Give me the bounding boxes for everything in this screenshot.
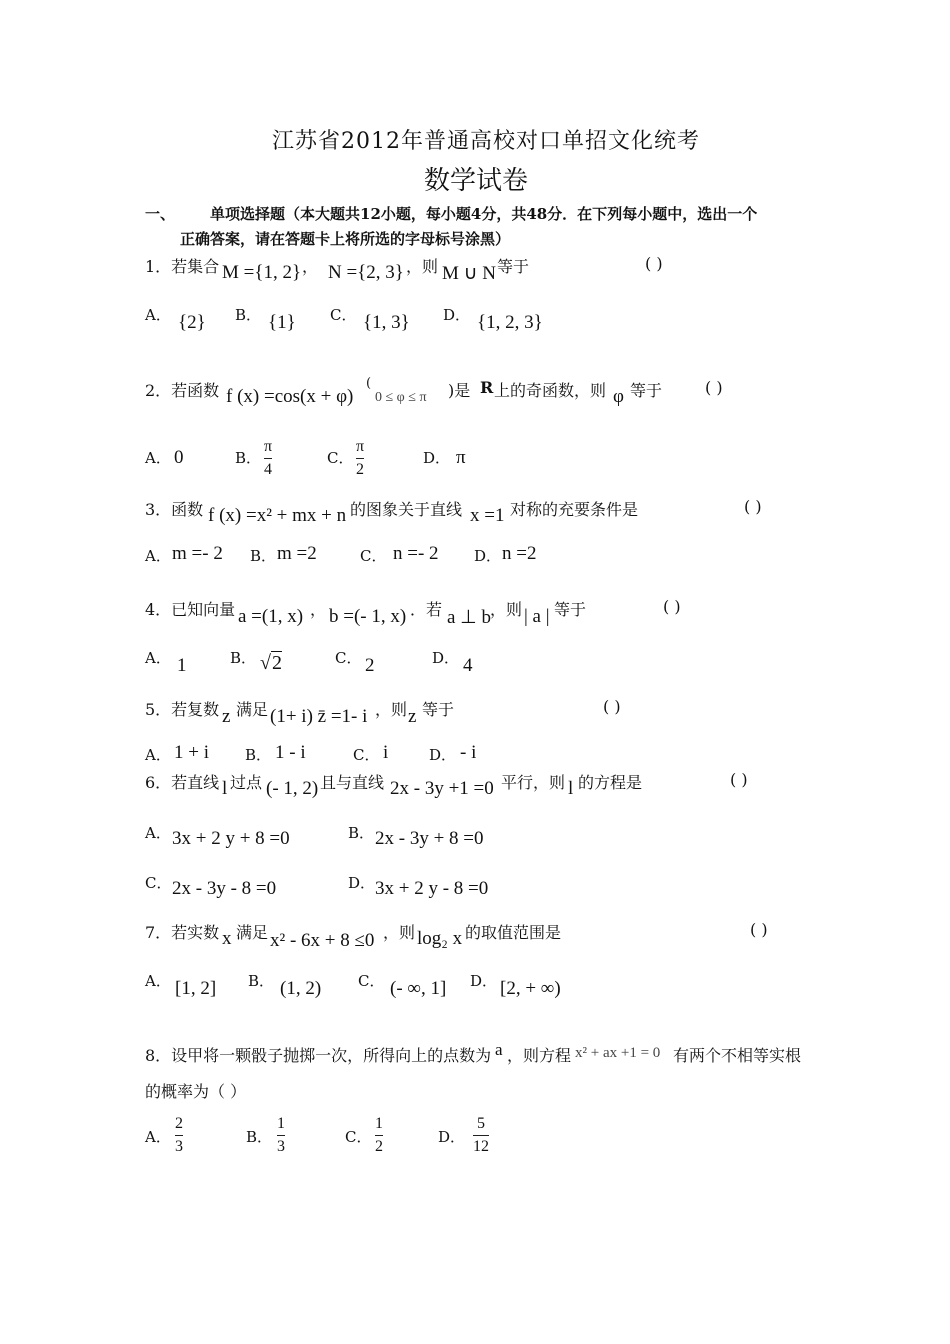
- option-label: B．: [235, 449, 262, 467]
- q3-text: 的图象关于直线: [350, 500, 463, 519]
- fraction-bar: [473, 1135, 489, 1136]
- q4-text: 4．已知向量: [145, 600, 236, 619]
- q3-text: 对称的充要条件是: [510, 500, 639, 519]
- q1-math: M ={1, 2}: [222, 262, 302, 283]
- option-value: (- ∞, 1]: [390, 978, 447, 999]
- q3-answer-paren: ( ): [744, 497, 762, 516]
- option-fraction: [473, 1115, 489, 1156]
- option-value: n =2: [502, 543, 537, 564]
- option-label: C．: [335, 649, 362, 667]
- option-value: 1 - i: [275, 742, 306, 763]
- q7-text: 7．若实数: [145, 923, 220, 942]
- q1-math: N ={2, 3}: [328, 262, 404, 283]
- q2-math: φ: [613, 386, 624, 407]
- option-value: m =2: [277, 543, 317, 564]
- q8-text: 有两个不相等实根: [673, 1046, 802, 1065]
- option-value: 2x - 3y + 8 =0: [375, 828, 484, 849]
- sqrt-symbol: √2: [260, 652, 282, 674]
- fraction-numerator: 5: [477, 1115, 485, 1132]
- option-label: B．: [230, 649, 257, 667]
- q2-text-bold: R: [480, 378, 494, 397]
- option-value: [1, 2]: [175, 978, 217, 999]
- option-label: D．: [423, 449, 451, 467]
- q5-math: z: [222, 706, 231, 727]
- option-label: A．: [145, 824, 171, 842]
- exam-subtitle: 数学试卷: [424, 166, 529, 196]
- option-label: A．: [145, 1128, 171, 1146]
- option-label: C．: [358, 972, 385, 990]
- option-label: B．: [246, 1128, 273, 1146]
- fraction-bar: [356, 458, 364, 459]
- option-label: B．: [248, 972, 275, 990]
- option-label: D．: [429, 746, 457, 764]
- option-value: 3x + 2 y + 8 =0: [172, 828, 290, 849]
- q6-math: l: [568, 778, 574, 799]
- section-number: 一、: [145, 205, 176, 223]
- q1-text: 1．若集合: [145, 257, 220, 276]
- section-heading-line1: 单项选择题（本大题共12小题，每小题4分，共48分．在下列每小题中，选出一个: [210, 205, 758, 223]
- q5-text: 等于: [422, 700, 455, 719]
- fraction-bar: [375, 1135, 383, 1136]
- q8-text: ，则方程: [507, 1046, 572, 1065]
- q4-text: 等于: [554, 600, 587, 619]
- option-label: C．: [327, 449, 354, 467]
- option-label: D．: [443, 306, 471, 324]
- option-label: A．: [145, 449, 171, 467]
- q7-answer-paren: ( ): [750, 920, 768, 939]
- q1-text: ，: [302, 257, 319, 276]
- q6-text: 且与直线: [320, 773, 385, 792]
- q8-math: a: [495, 1040, 503, 1059]
- option-value: {1, 2, 3}: [477, 312, 543, 333]
- option-label: B．: [245, 746, 272, 764]
- option-label: A．: [145, 547, 171, 565]
- option-label: C．: [145, 874, 172, 892]
- option-value: {1}: [268, 312, 296, 333]
- option-label: B．: [250, 547, 277, 565]
- fraction-numerator: 2: [175, 1115, 183, 1132]
- q2-math-small: 0 ≤ φ ≤ π: [375, 390, 427, 405]
- q4-text: ，则: [490, 600, 523, 619]
- section-heading-line2: 正确答案，请在答题卡上将所选的字母标号涂黑）: [180, 230, 511, 248]
- q4-math: a =(1, x): [238, 606, 304, 627]
- q6-math: l: [222, 778, 228, 799]
- sqrt-radicand: 2: [271, 652, 282, 674]
- fraction-numerator: π: [356, 438, 365, 455]
- q6-text: 的方程是: [578, 773, 643, 792]
- option-value: [2, + ∞): [500, 978, 561, 999]
- fraction-denominator: 2: [375, 1138, 383, 1155]
- q2-math: f (x) =cos(x + φ): [226, 386, 354, 407]
- option-fraction: [175, 1115, 183, 1156]
- q3-math: x =1: [470, 505, 505, 526]
- option-label: A．: [145, 972, 171, 990]
- option-label: C．: [353, 746, 380, 764]
- q6-math: 2x - 3y +1 =0: [390, 778, 494, 799]
- q7-text: ，则: [383, 923, 416, 942]
- option-label: A．: [145, 746, 171, 764]
- q2-text: 2．若函数: [145, 381, 220, 400]
- option-value: n =- 2: [393, 543, 439, 564]
- exam-title: 江苏省2012年普通高校对口单招文化统考: [272, 129, 700, 154]
- option-value: 3x + 2 y - 8 =0: [375, 878, 489, 899]
- q4-text: ，: [310, 600, 327, 619]
- option-value: 0: [174, 447, 184, 468]
- q8-math: x² + ax +1 = 0: [575, 1045, 661, 1061]
- option-label: D．: [438, 1128, 466, 1146]
- option-label: A．: [145, 649, 171, 667]
- option-value: 4: [463, 655, 473, 676]
- q5-math: z: [408, 706, 417, 727]
- q5-answer-paren: ( ): [603, 697, 621, 716]
- q1-text: 等于: [497, 257, 530, 276]
- q5-text: 满足: [236, 700, 269, 719]
- option-label: B．: [235, 306, 262, 324]
- option-value: (1, 2): [280, 978, 322, 999]
- option-value: {2}: [178, 312, 206, 333]
- q1-answer-paren: ( ): [645, 254, 663, 273]
- q7-math: x² - 6x + 8 ≤0: [270, 930, 375, 951]
- q6-math: (- 1, 2): [266, 778, 319, 799]
- option-fraction: [277, 1115, 285, 1156]
- q2-text: 等于: [630, 381, 663, 400]
- fraction-numerator: 1: [375, 1115, 383, 1132]
- option-value: i: [383, 742, 389, 763]
- q3-text: 3．函数: [145, 500, 204, 519]
- q7-text: 的取值范围是: [465, 923, 562, 942]
- q1-math: M ∪ N: [442, 263, 497, 284]
- q2-text: (: [366, 376, 372, 391]
- q7-text: 满足: [236, 923, 269, 942]
- option-fraction: [264, 438, 272, 479]
- fraction-denominator: 2: [356, 461, 365, 478]
- option-label: A．: [145, 306, 171, 324]
- option-label: C．: [345, 1128, 372, 1146]
- option-value: - i: [460, 742, 477, 763]
- q6-text: 平行，则: [501, 773, 566, 792]
- q4-math: | a |: [524, 606, 550, 627]
- fraction-denominator: 12: [473, 1138, 489, 1155]
- option-value: 1 + i: [174, 742, 209, 763]
- option-value: 2: [365, 655, 375, 676]
- option-value: {1, 3}: [363, 312, 410, 333]
- q4-math: b =(- 1, x): [329, 606, 407, 627]
- option-value: m =- 2: [172, 543, 223, 564]
- fraction-numerator: 1: [277, 1115, 285, 1132]
- fraction-numerator: π: [264, 438, 273, 455]
- option-label: C．: [330, 306, 357, 324]
- fraction-denominator: 3: [175, 1138, 183, 1155]
- q3-math: f (x) =x² + mx + n: [208, 505, 347, 526]
- option-fraction: [356, 438, 364, 479]
- q2-text: )是: [448, 381, 471, 400]
- q6-text: 过点: [230, 773, 263, 792]
- fraction-bar: [277, 1135, 285, 1136]
- option-label: D．: [348, 874, 376, 892]
- q5-text: 5．若复数: [145, 700, 220, 719]
- option-fraction: [375, 1115, 383, 1156]
- q5-math: (1+ i) z̄ =1- i: [270, 706, 368, 727]
- fraction-bar: [264, 458, 272, 459]
- q4-answer-paren: ( ): [663, 597, 681, 616]
- q4-math: a ⊥ b: [447, 607, 491, 628]
- fraction-bar: [175, 1135, 183, 1136]
- option-value: 2x - 3y - 8 =0: [172, 878, 277, 899]
- q8-text-line2: 的概率为（ ）: [145, 1082, 247, 1101]
- option-label: D．: [432, 649, 460, 667]
- q8-text: 8．设甲将一颗骰子抛掷一次，所得向上的点数为: [145, 1046, 492, 1065]
- q6-answer-paren: ( ): [730, 770, 748, 789]
- option-value: 1: [177, 655, 187, 676]
- q7-math: x: [222, 928, 232, 949]
- option-label: B．: [348, 824, 375, 842]
- option-label: D．: [474, 547, 502, 565]
- option-value: π: [456, 447, 466, 468]
- q6-text: 6．若直线: [145, 773, 220, 792]
- option-label: C．: [360, 547, 387, 565]
- q1-text: ，则: [406, 257, 439, 276]
- fraction-denominator: 3: [277, 1138, 285, 1155]
- q4-text: ．若: [410, 600, 443, 619]
- fraction-denominator: 4: [264, 461, 273, 478]
- option-label: D．: [470, 972, 498, 990]
- q2-text: 上的奇函数，则: [494, 381, 607, 400]
- q2-answer-paren: ( ): [705, 378, 723, 397]
- q5-text: ，则: [375, 700, 408, 719]
- q7-math: log₂ x: [417, 928, 463, 949]
